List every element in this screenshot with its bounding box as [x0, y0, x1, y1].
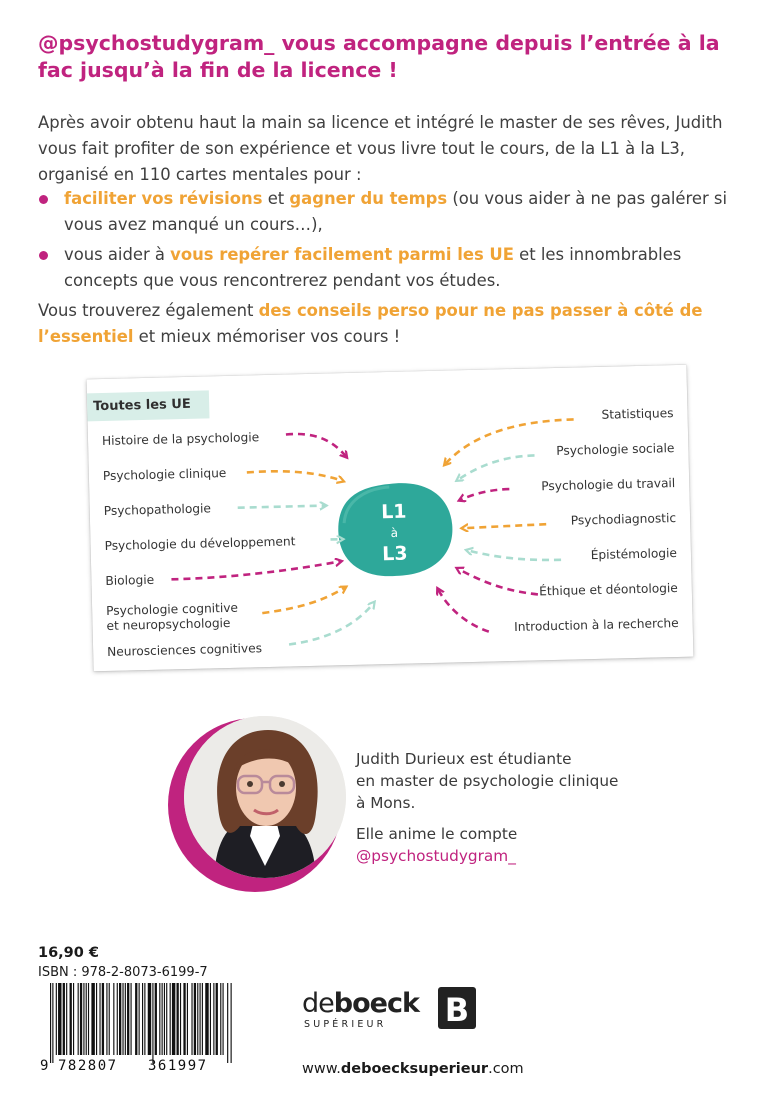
- center-label-l1: L1: [380, 500, 407, 524]
- barcode-bar: [197, 983, 198, 1055]
- barcode-digit: 361997: [148, 1058, 208, 1073]
- ue-label-right: Statistiques: [601, 406, 674, 422]
- logo-text: de: [302, 988, 334, 1019]
- logo-text: boeck: [333, 988, 419, 1019]
- body-text: et mieux mémoriser vos cours !: [133, 327, 401, 346]
- barcode-bar: [88, 983, 89, 1055]
- author-handle-link[interactable]: @psychostudygram_: [356, 847, 516, 865]
- barcode-bar: [56, 983, 57, 1055]
- logo-mark: B: [444, 991, 470, 1029]
- ue-label-left: Psychopathologie: [103, 501, 212, 518]
- barcode-bar: [52, 983, 53, 1063]
- barcode-bar: [202, 983, 203, 1055]
- ue-label-right: Psychologie du travail: [541, 476, 676, 494]
- highlight-text: vous repérer facilement parmi les UE: [170, 245, 514, 264]
- barcode-bar: [78, 983, 79, 1055]
- bio-line: à Mons.: [356, 794, 416, 812]
- bio-line: Judith Durieux est étudiante: [356, 750, 572, 768]
- bullet-dot-icon: [39, 195, 48, 204]
- list-item: [38, 242, 750, 294]
- list-item: [38, 186, 750, 238]
- logo-subtitle: SUPÉRIEUR: [304, 1019, 387, 1030]
- body-text: vous aider à: [64, 245, 171, 264]
- barcode-bar: [113, 983, 114, 1055]
- barcode-bar: [125, 983, 126, 1055]
- barcode-bar: [162, 983, 163, 1055]
- barcode-bar: [213, 983, 214, 1055]
- barcode-bar: [80, 983, 82, 1055]
- center-label-l3: L3: [381, 542, 408, 566]
- barcode-bar: [210, 983, 211, 1055]
- barcode-bar: [135, 983, 137, 1055]
- bullet-dot-icon: [39, 251, 48, 260]
- ue-label-left: Psychologie clinique: [102, 465, 227, 484]
- barcode-bar: [200, 983, 201, 1055]
- ue-label-right: Épistémologie: [590, 546, 678, 563]
- bio-line: en master de psychologie clinique: [356, 772, 619, 790]
- barcode-bar: [177, 983, 179, 1055]
- ue-label-left: Psychologie cognitive: [106, 600, 239, 618]
- barcode-bar: [231, 983, 232, 1063]
- ue-label-left: Biologie: [105, 572, 155, 588]
- barcode-bar: [109, 983, 110, 1055]
- barcode-bar: [73, 983, 74, 1055]
- isbn: ISBN : 978-2-8073-6199-7: [38, 965, 208, 980]
- barcode: [38, 983, 236, 1073]
- barcode-bar: [131, 983, 132, 1055]
- barcode-digit: 782807: [58, 1058, 118, 1073]
- barcode-bar: [122, 983, 123, 1055]
- author-portrait: [184, 716, 346, 878]
- barcode-bar: [155, 983, 157, 1055]
- barcode-digit: 9: [40, 1058, 49, 1073]
- body-text: et les innombrables concepts que vous rencontrerez pendant vos études.: [64, 245, 682, 290]
- barcode-bar: [63, 983, 65, 1055]
- ue-label-left: Neurosciences cognitives: [107, 641, 263, 659]
- center-label-a: à: [390, 525, 399, 540]
- barcode-bar: [148, 983, 151, 1055]
- barcode-bar: [194, 983, 196, 1055]
- ue-label-left: Psychologie du développement: [104, 534, 296, 553]
- barcode-bar: [227, 983, 228, 1063]
- intro-paragraph: Après avoir obtenu haut la main sa licence et intégré le master de ses rêves, Judith vous fait profiter de son expérience et vous livre tout le cours, de la L1 à la L3, organisé en 110 cartes mentales pour :: [38, 113, 723, 184]
- highlight-text: des conseils perso pour ne pas passer à côté de l’essentiel: [38, 301, 703, 346]
- barcode-bar: [139, 983, 140, 1055]
- barcode-bar: [99, 983, 100, 1055]
- barcode-bar: [106, 983, 107, 1055]
- barcode-bar: [127, 983, 129, 1055]
- body-text: Vous trouverez également: [38, 301, 259, 320]
- body-text: (ou vous aider à ne pas galérer si vous avez manqué un cours…),: [64, 189, 728, 234]
- barcode-bar: [191, 983, 192, 1055]
- price: 16,90 €: [38, 945, 100, 961]
- barcode-bar: [70, 983, 72, 1055]
- barcode-bar: [119, 983, 121, 1055]
- url-part: .com: [488, 1061, 524, 1077]
- barcode-bar: [102, 983, 104, 1055]
- closing-paragraph: [38, 298, 750, 350]
- barcode-bar: [91, 983, 94, 1055]
- barcode-bar: [223, 983, 224, 1055]
- barcode-bar: [159, 983, 160, 1055]
- mind-map-card: [87, 365, 694, 672]
- barcode-bar: [164, 983, 165, 1055]
- author-bio: [356, 748, 676, 867]
- ue-label-right: Introduction à la recherche: [513, 615, 679, 634]
- barcode-bar: [142, 983, 143, 1055]
- url-part: deboecksuperieur: [340, 1061, 489, 1077]
- barcode-bar: [152, 983, 153, 1063]
- barcode-bar: [117, 983, 118, 1055]
- publisher-logo: [302, 985, 480, 1031]
- barcode-bar: [144, 983, 145, 1055]
- barcode-bar: [58, 983, 61, 1055]
- highlight-text: gagner du temps: [289, 189, 448, 208]
- body-text: et: [262, 189, 290, 208]
- website-link[interactable]: [302, 1061, 524, 1077]
- barcode-bar: [96, 983, 97, 1055]
- barcode-bar: [180, 983, 181, 1055]
- barcode-bar: [66, 983, 67, 1055]
- barcode-bar: [220, 983, 221, 1055]
- barcode-bar: [187, 983, 188, 1055]
- barcode-bar: [83, 983, 84, 1055]
- ue-label-left: Histoire de la psychologie: [101, 430, 260, 449]
- benefit-list: [38, 186, 750, 298]
- barcode-bar: [172, 983, 175, 1055]
- ue-label-right: Psychodiagnostic: [570, 511, 677, 528]
- ue-label-left: et neuropsychologie: [106, 615, 231, 633]
- mind-map-tag: Toutes les UE: [87, 390, 209, 421]
- barcode-bar: [205, 983, 208, 1055]
- highlight-text: faciliter vos révisions: [64, 189, 263, 208]
- barcode-bar: [216, 983, 218, 1055]
- barcode-bar: [170, 983, 171, 1055]
- mind-map: [87, 365, 694, 672]
- barcode-bar: [183, 983, 185, 1055]
- barcode-bar: [50, 983, 51, 1063]
- url-part: www.: [302, 1061, 341, 1077]
- ue-label-right: Éthique et déontologie: [538, 580, 678, 599]
- barcode-bar: [86, 983, 87, 1055]
- headline: @psychostudygram_ vous accompagne depuis l’entrée à la fac jusqu’à la fin de la licence !: [38, 31, 720, 82]
- bio-line: Elle anime le compte: [356, 825, 518, 843]
- svg-text:deboeck: [302, 988, 421, 1019]
- barcode-bar: [166, 983, 167, 1055]
- ue-label-right: Psychologie sociale: [556, 441, 675, 458]
